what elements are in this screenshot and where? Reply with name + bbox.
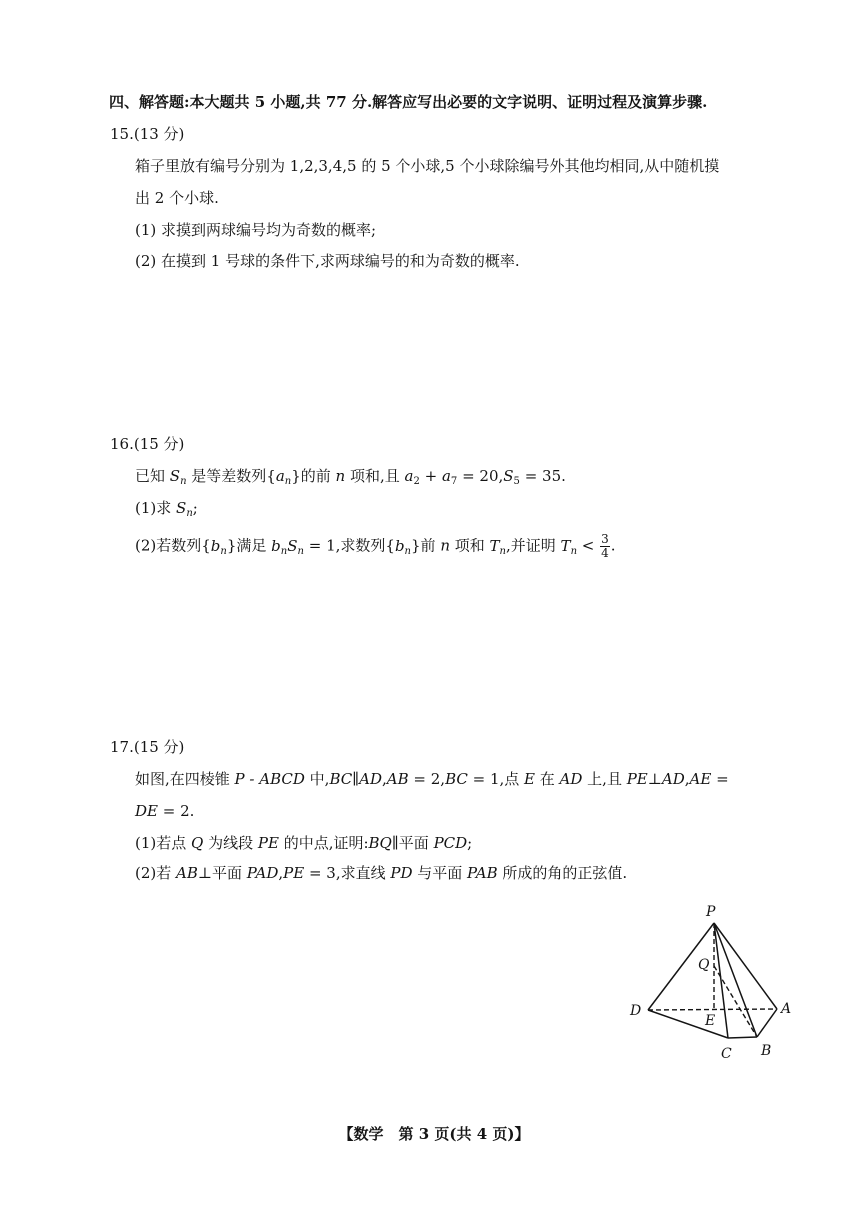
fraction-three-quarters: $\frac{3}{4}$ <box>601 532 609 560</box>
section-header: 四、解答题:本大题共 5 小题,共 77 分.解答应写出必要的文字说明、证明过程及演算步骤. <box>109 93 708 111</box>
q17-stem-line1: 如图,在四棱锥 P - ABCD 中,BC∥AD,AB = 2,BC = 1,点 E 在 AD 上,且 PE⊥AD,AE = <box>135 770 729 788</box>
edge-CB <box>728 1037 757 1038</box>
q16-stem: 已知 $S_n$ 是等差数列$\{a_n\}$的前 n 项和,且 $a_2 + a_7 = 20,S_5 = 35$. <box>135 467 566 487</box>
q16-part2: (2)若数列$\{b_n\}$满足 $b_nS_n = 1$,求数列$\{b_n\}$前 n 项和 $T_n$,并证明 $T_n$ < $\frac{3}{4}$ . <box>135 532 616 560</box>
label-E: E <box>705 1013 716 1029</box>
segment-QB-hidden <box>714 966 757 1037</box>
q17-number: 17.(15 分) <box>110 738 185 756</box>
pyramid-figure <box>620 895 810 1070</box>
q16-part1: (1)求 $S_n$; <box>135 499 198 519</box>
q15-part2: (2) 在摸到 1 号球的条件下,求两球编号的和为奇数的概率. <box>135 252 520 270</box>
label-C: C <box>721 1046 732 1062</box>
q17-part2: (2)若 AB⊥平面 PAD,PE = 3,求直线 PD 与平面 PAB 所成的角的正弦值. <box>135 864 628 882</box>
label-Q: Q <box>698 957 710 973</box>
edge-DA-hidden <box>648 1009 777 1010</box>
edge-DC <box>648 1010 728 1038</box>
label-B: B <box>761 1043 772 1059</box>
edge-BA <box>757 1009 777 1037</box>
page-footer: 【数学 第 3 页(共 4 页)】 <box>338 1125 530 1143</box>
q15-stem-line2: 出 2 个小球. <box>135 189 219 207</box>
label-P: P <box>706 904 716 920</box>
q17-part1: (1)若点 Q 为线段 PE 的中点,证明:BQ∥平面 PCD; <box>135 834 473 852</box>
label-D: D <box>630 1003 642 1019</box>
q17-stem-line2: DE = 2. <box>135 802 195 820</box>
q16-number: 16.(15 分) <box>110 435 185 453</box>
label-A: A <box>781 1001 792 1017</box>
q15-stem-line1: 箱子里放有编号分别为 1,2,3,4,5 的 5 个小球,5 个小球除编号外其他均相同,从中随机摸 <box>135 157 720 175</box>
q15-number: 15.(13 分) <box>110 125 185 143</box>
q15-part1: (1) 求摸到两球编号均为奇数的概率; <box>135 221 377 239</box>
